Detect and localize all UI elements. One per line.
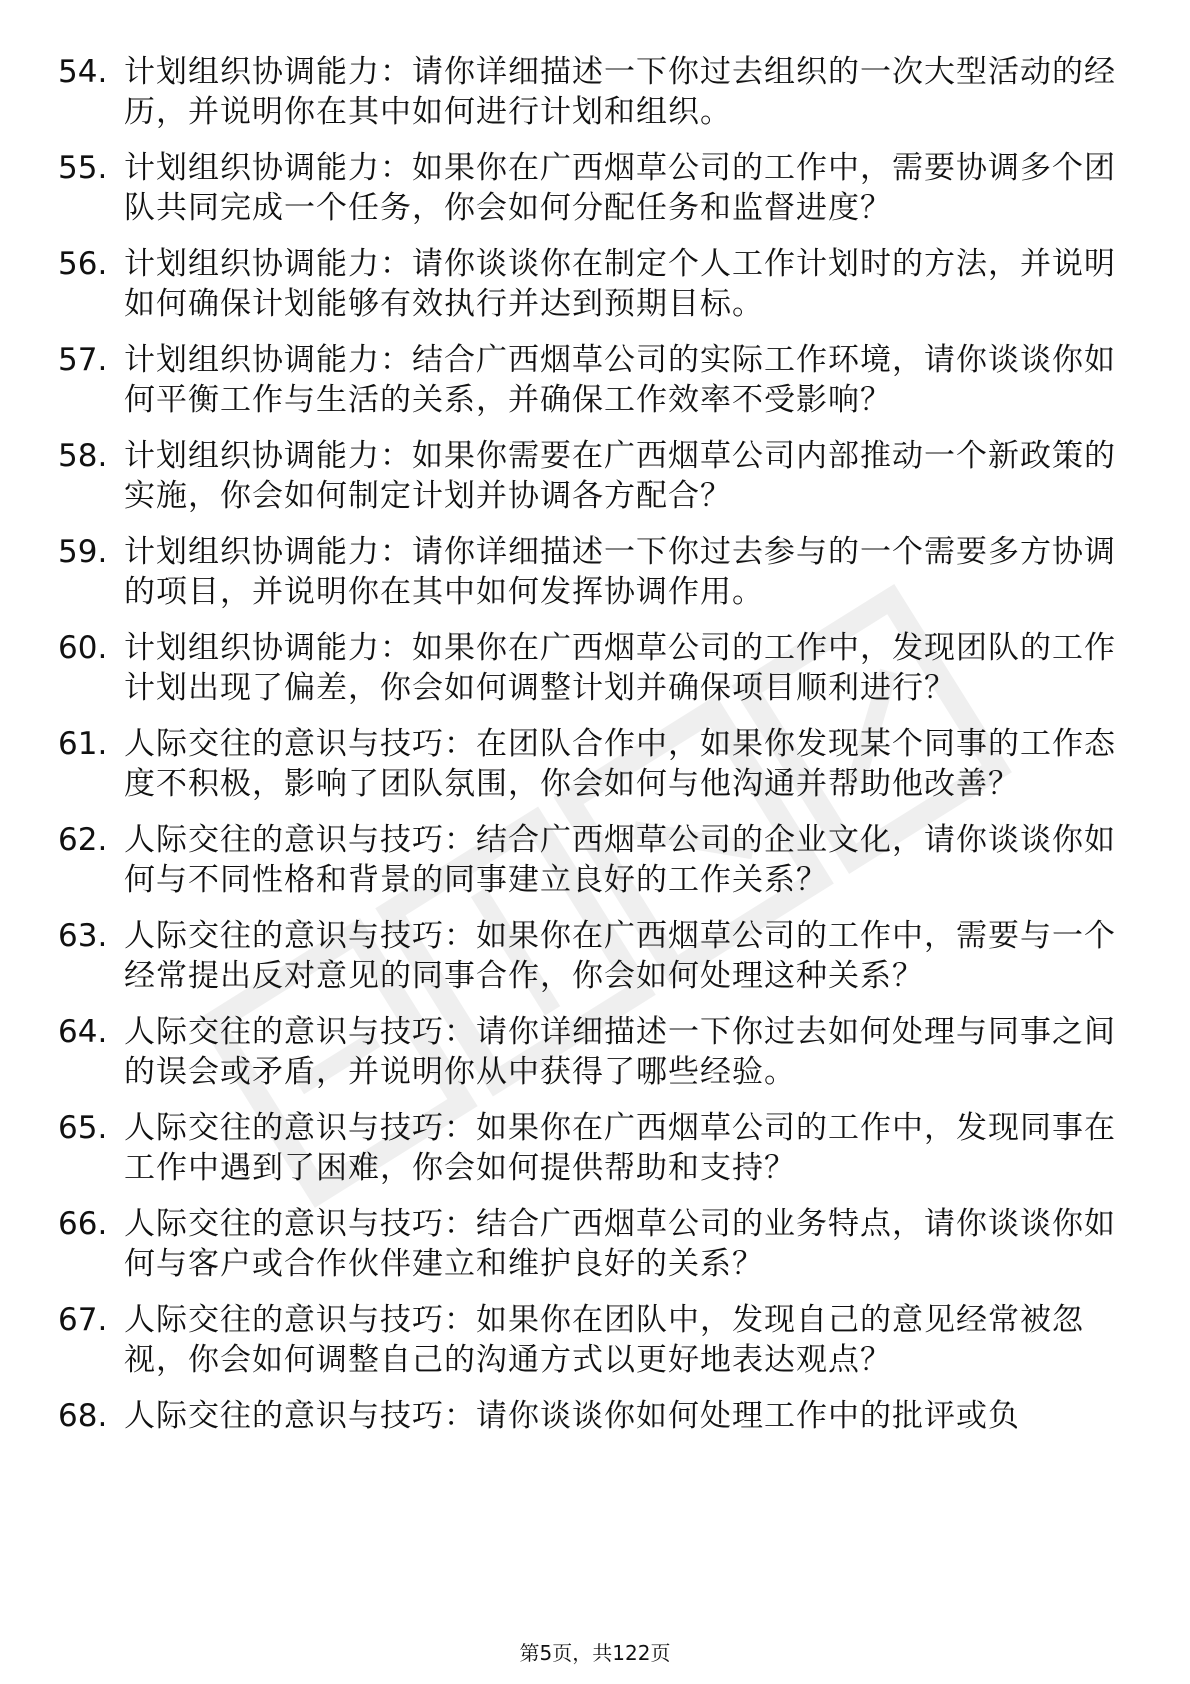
- question-item: [58, 820, 1118, 900]
- question-number: 64.: [58, 1014, 108, 1050]
- question-item: [58, 916, 1118, 996]
- question-number: 66.: [58, 1206, 108, 1242]
- question-list: [58, 52, 1118, 1452]
- question-number: 61.: [58, 726, 108, 762]
- question-item: [58, 724, 1118, 804]
- question-text: 人际交往的意识与技巧：结合广西烟草公司的业务特点，请你谈谈你如何与客户或合作伙伴建立和维护良好的关系？: [124, 1206, 1116, 1282]
- question-item: [58, 52, 1118, 132]
- question-number: 63.: [58, 918, 108, 954]
- question-text: 人际交往的意识与技巧：如果你在广西烟草公司的工作中，发现同事在工作中遇到了困难，你会如何提供帮助和支持？: [124, 1110, 1116, 1186]
- question-text: 人际交往的意识与技巧：在团队合作中，如果你发现某个同事的工作态度不积极，影响了团队氛围，你会如何与他沟通并帮助他改善？: [124, 726, 1116, 802]
- question-item: [58, 628, 1118, 708]
- question-text: 计划组织协调能力：如果你需要在广西烟草公司内部推动一个新政策的实施，你会如何制定计划并协调各方配合？: [124, 438, 1116, 514]
- question-item: [58, 340, 1118, 420]
- question-text: 计划组织协调能力：如果你在广西烟草公司的工作中，发现团队的工作计划出现了偏差，你会如何调整计划并确保项目顺利进行？: [124, 630, 1116, 706]
- question-text: 计划组织协调能力：如果你在广西烟草公司的工作中，需要协调多个团队共同完成一个任务，你会如何分配任务和监督进度？: [124, 150, 1116, 226]
- question-item: [58, 436, 1118, 516]
- question-number: 60.: [58, 630, 108, 666]
- question-number: 55.: [58, 150, 108, 186]
- question-number: 59.: [58, 534, 108, 570]
- question-number: 57.: [58, 342, 108, 378]
- question-text: 计划组织协调能力：请你详细描述一下你过去组织的一次大型活动的经历，并说明你在其中如何进行计划和组织。: [124, 54, 1116, 130]
- question-number: 54.: [58, 54, 108, 90]
- question-number: 58.: [58, 438, 108, 474]
- question-item: [58, 244, 1118, 324]
- question-item: [58, 1396, 1118, 1436]
- question-text: 计划组织协调能力：结合广西烟草公司的实际工作环境，请你谈谈你如何平衡工作与生活的关系，并确保工作效率不受影响？: [124, 342, 1116, 418]
- question-text: 人际交往的意识与技巧：请你谈谈你如何处理工作中的批评或负: [124, 1398, 1020, 1434]
- question-item: [58, 532, 1118, 612]
- question-item: [58, 148, 1118, 228]
- question-text: 计划组织协调能力：请你详细描述一下你过去参与的一个需要多方协调的项目，并说明你在其中如何发挥协调作用。: [124, 534, 1116, 610]
- page-number-label: 第5页，共122页: [519, 1641, 671, 1665]
- question-text: 人际交往的意识与技巧：请你详细描述一下你过去如何处理与同事之间的误会或矛盾，并说明你从中获得了哪些经验。: [124, 1014, 1116, 1090]
- question-text: 人际交往的意识与技巧：结合广西烟草公司的企业文化，请你谈谈你如何与不同性格和背景的同事建立良好的工作关系？: [124, 822, 1116, 898]
- question-item: [58, 1204, 1118, 1284]
- question-number: 56.: [58, 246, 108, 282]
- question-number: 65.: [58, 1110, 108, 1146]
- question-number: 62.: [58, 822, 108, 858]
- question-text: 人际交往的意识与技巧：如果你在广西烟草公司的工作中，需要与一个经常提出反对意见的同事合作，你会如何处理这种关系？: [124, 918, 1116, 994]
- question-text: 计划组织协调能力：请你谈谈你在制定个人工作计划时的方法，并说明如何确保计划能够有效执行并达到预期目标。: [124, 246, 1116, 322]
- page-footer: [0, 1640, 1190, 1666]
- question-number: 68.: [58, 1398, 108, 1434]
- question-item: [58, 1108, 1118, 1188]
- question-item: [58, 1012, 1118, 1092]
- question-item: [58, 1300, 1118, 1380]
- question-text: 人际交往的意识与技巧：如果你在团队中，发现自己的意见经常被忽视，你会如何调整自己的沟通方式以更好地表达观点？: [124, 1302, 1084, 1378]
- question-number: 67.: [58, 1302, 108, 1338]
